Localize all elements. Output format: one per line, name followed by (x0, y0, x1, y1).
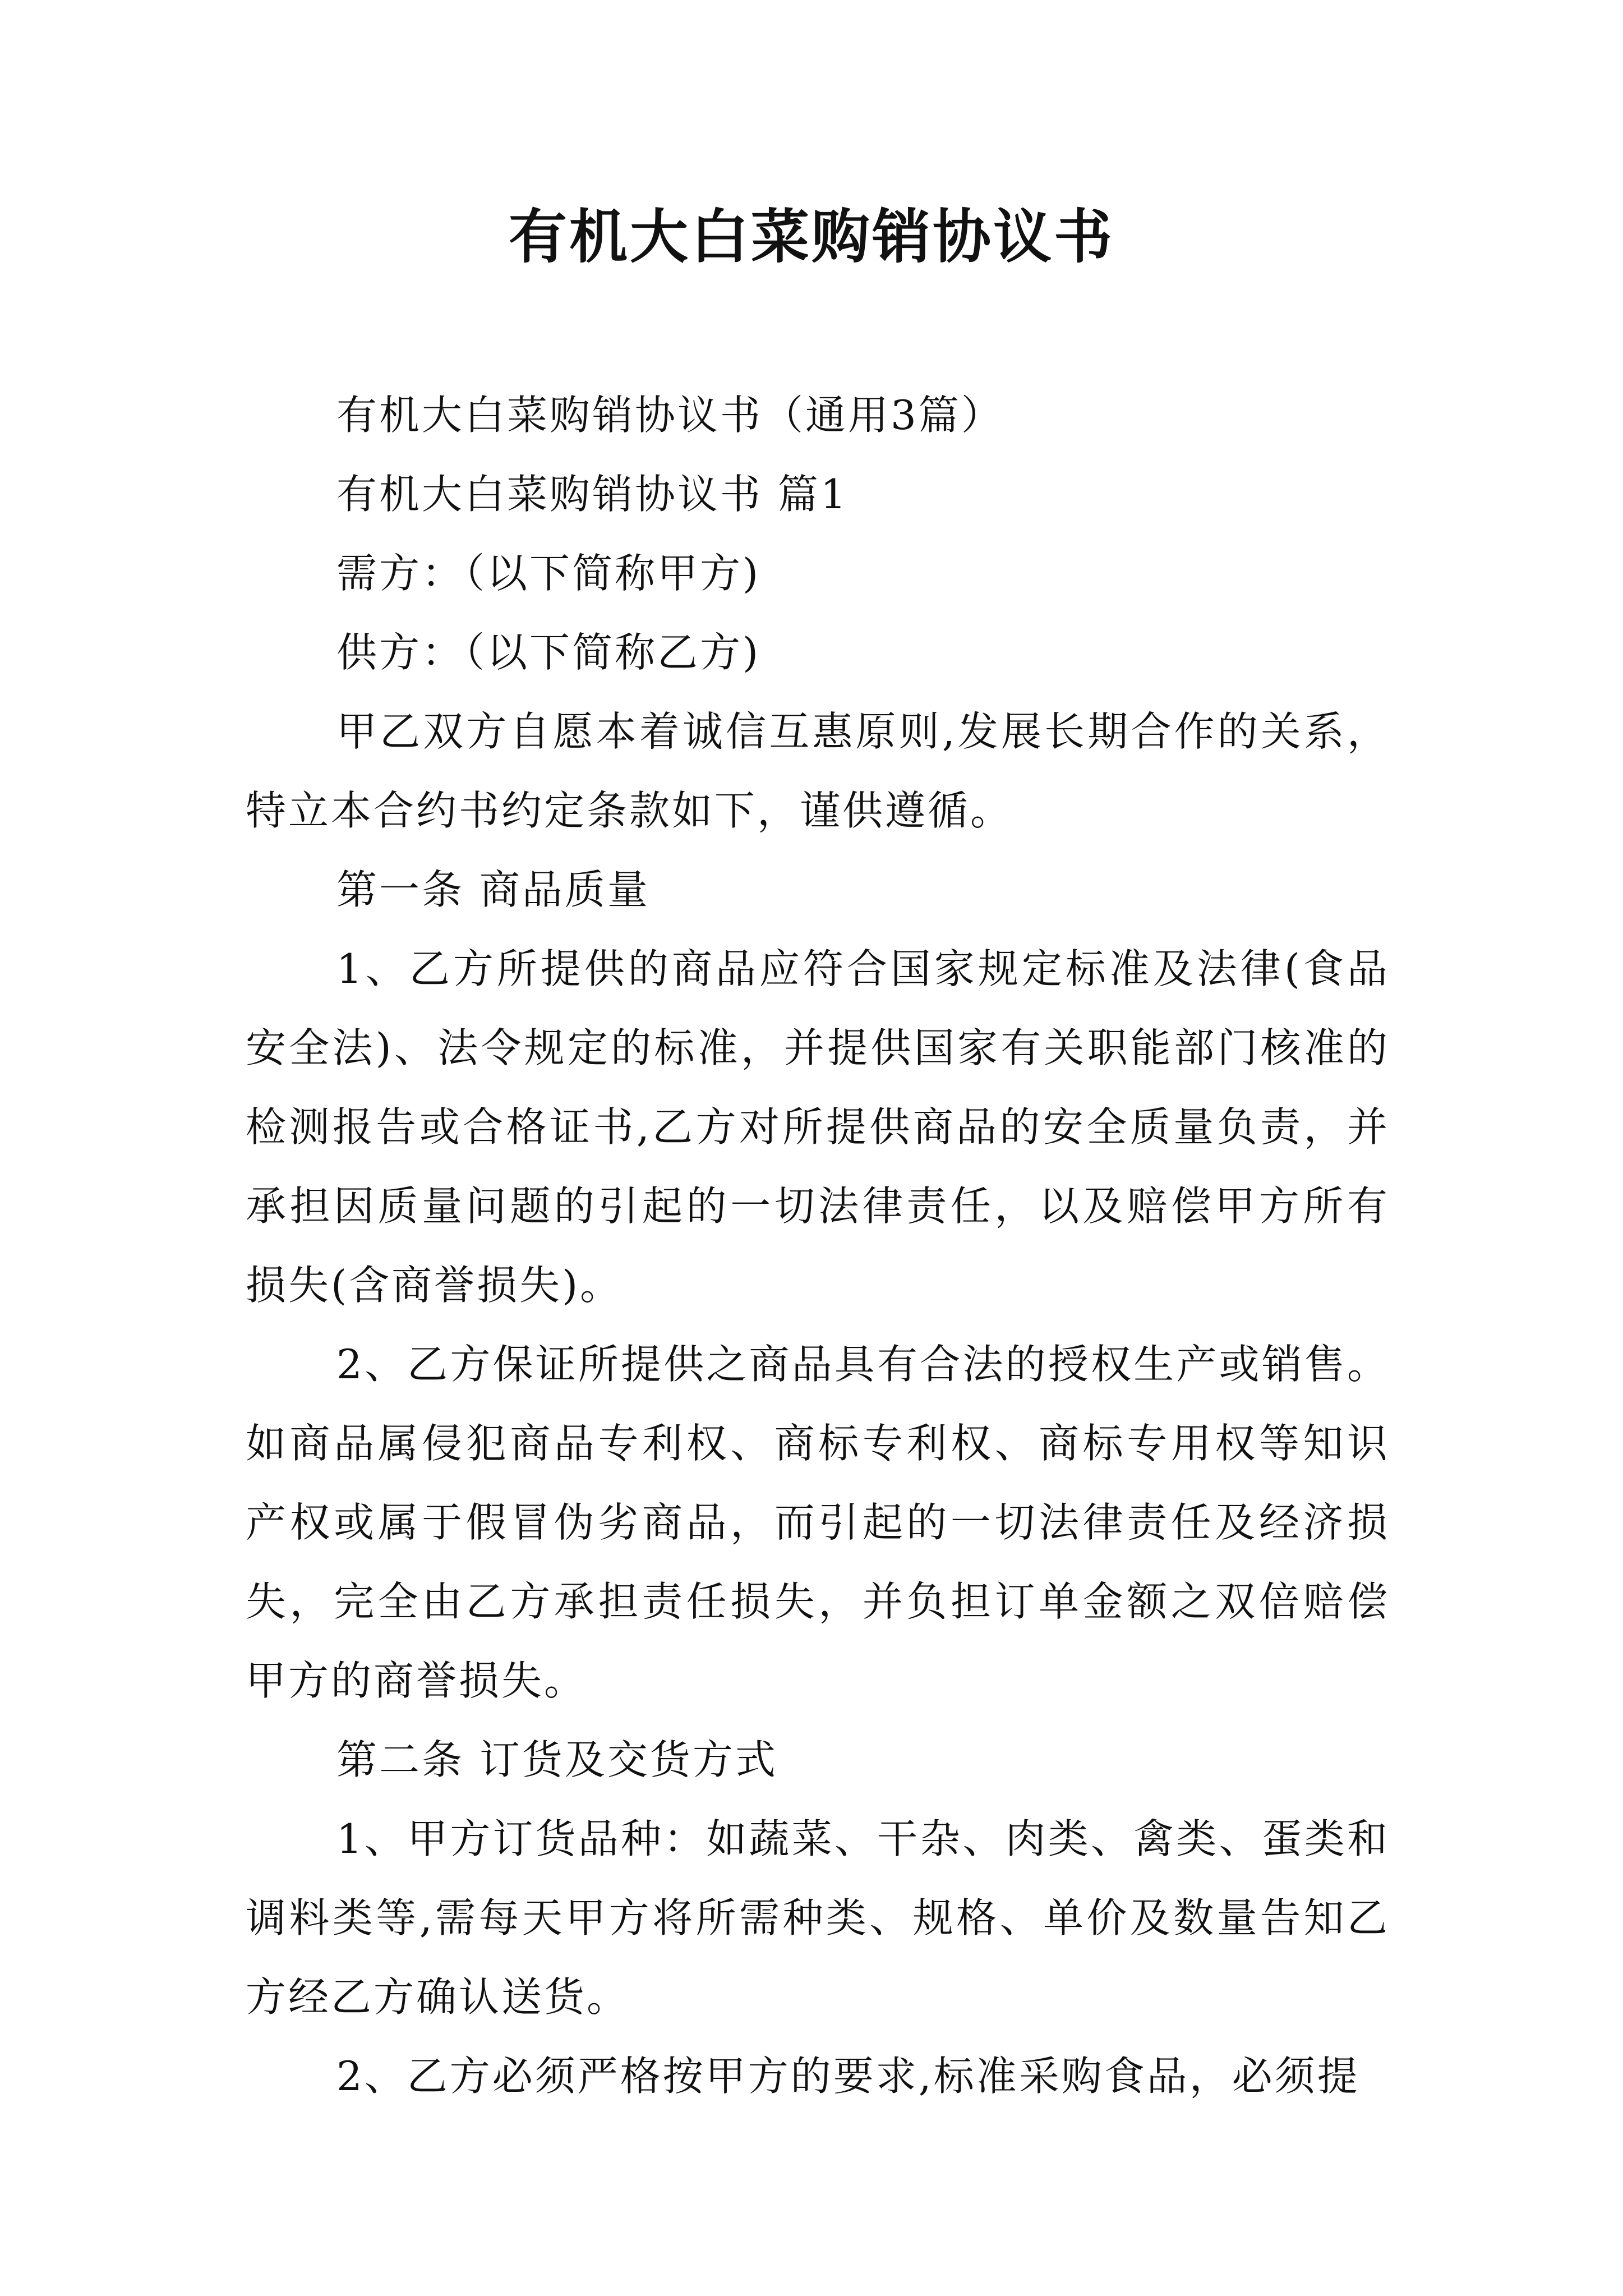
preamble-paragraph: 甲乙双方自愿本着诚信互惠原则,发展长期合作的关系，特立本合约书约定条款如下，谨供遵循。 (246, 708, 1390, 834)
subtitle-general: 有机大白菜购销协议书（通用3篇） (336, 392, 1004, 439)
article-2-heading: 第二条 订货及交货方式 (336, 1736, 778, 1783)
article-1-heading: 第一条 商品质量 (336, 866, 650, 913)
party-demand-line: 需方：（以下简称甲方) (336, 550, 761, 597)
document-title: 有机大白菜购销协议书 (508, 202, 1114, 271)
section-heading-part1: 有机大白菜购销协议书 篇1 (336, 471, 849, 518)
article-2-clause-2: 2、乙方必须严格按甲方的要求,标准采购食品，必须提 (336, 2053, 1360, 2100)
article-1-clause-2: 2、乙方保证所提供之商品具有合法的授权生产或销售。如商品属侵犯商品专利权、商标专利权、商标专用权等知识产权或属于假冒伪劣商品，而引起的一切法律责任及经济损失，完全由乙方承担责任损失，并负担订单金额之双倍赔偿甲方的商誉损失。 (246, 1341, 1390, 1704)
article-1-clause-1: 1、乙方所提供的商品应符合国家规定标准及法律(食品安全法)、法令规定的标准，并提供国家有关职能部门核准的检测报告或合格证书,乙方对所提供商品的安全质量负责，并承担因质量问题的引起的一切法律责任，以及赔偿甲方所有损失(含商誉损失)。 (246, 945, 1390, 1309)
party-supply-line: 供方：（以下简称乙方) (336, 629, 761, 676)
document-body (246, 376, 1390, 2116)
article-2-clause-1: 1、甲方订货品种：如蔬菜、干杂、肉类、禽类、蛋类和调料类等,需每天甲方将所需种类、规格、单价及数量告知乙方经乙方确认送货。 (246, 1815, 1390, 2021)
